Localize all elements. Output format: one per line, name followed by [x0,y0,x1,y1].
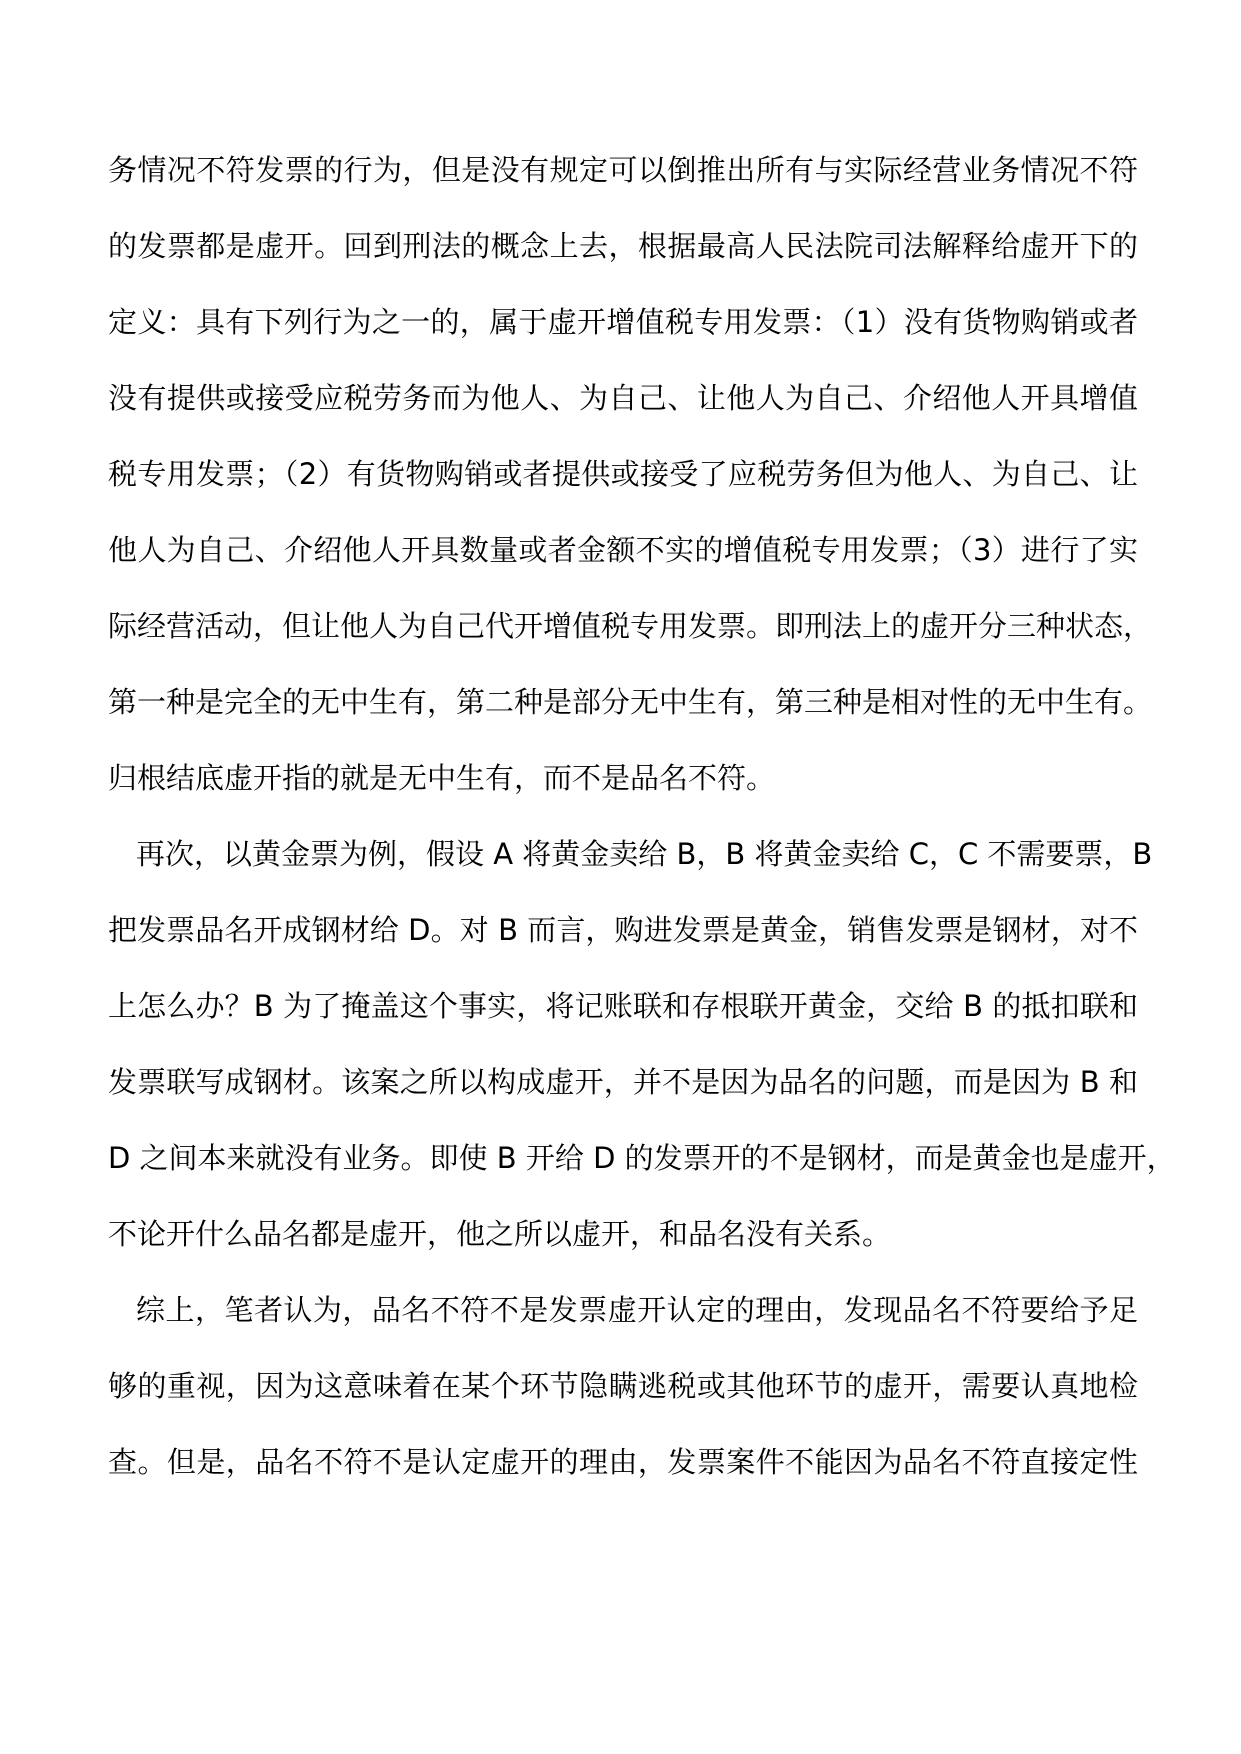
paragraph-line: 他人为自己、介绍他人开具数量或者金额不实的增值税专用发票；（3）进行了实 [108,533,1138,567]
paragraph-line: 不论开什么品名都是虚开，他之所以虚开，和品名没有关系。 [108,1217,892,1251]
paragraph-line: 的发票都是虚开。回到刑法的概念上去，根据最高人民法院司法解释给虚开下的 [108,229,1138,263]
paragraph-line: D 之间本来就没有业务。即使 B 开给 D 的发票开的不是钢材，而是黄金也是虚开， [108,1141,1176,1175]
paragraph-line: 没有提供或接受应税劳务而为他人、为自己、让他人为自己、介绍他人开具增值 [108,381,1138,415]
paragraph-line: 第一种是完全的无中生有，第二种是部分无中生有，第三种是相对性的无中生有。 [108,685,1153,719]
paragraph-line: 综上，笔者认为，品名不符不是发票虚开认定的理由，发现品名不符要给予足 [136,1293,1138,1327]
paragraph-line: 把发票品名开成钢材给 D。对 B 而言，购进发票是黄金，销售发票是钢材，对不 [108,913,1138,947]
paragraph-line: 再次，以黄金票为例，假设 A 将黄金卖给 B，B 将黄金卖给 C，C 不需要票，B [136,837,1153,871]
paragraph-line: 税专用发票；（2）有货物购销或者提供或接受了应税劳务但为他人、为自己、让 [108,457,1138,491]
paragraph-line: 查。但是，品名不符不是认定虚开的理由，发票案件不能因为品名不符直接定性 [108,1445,1138,1479]
paragraph-line: 上怎么办？B 为了掩盖这个事实，将记账联和存根联开黄金，交给 B 的抵扣联和 [108,989,1138,1023]
paragraph-line: 归根结底虚开指的就是无中生有，而不是品名不符。 [108,761,776,795]
paragraph-line: 务情况不符发票的行为，但是没有规定可以倒推出所有与实际经营业务情况不符 [108,153,1138,187]
paragraph-line: 够的重视，因为这意味着在某个环节隐瞒逃税或其他环节的虚开，需要认真地检 [108,1369,1138,1403]
paragraph-line: 定义：具有下列行为之一的，属于虚开增值税专用发票：（1）没有货物购销或者 [108,305,1138,339]
paragraph-line: 际经营活动，但让他人为自己代开增值税专用发票。即刑法上的虚开分三种状态， [108,609,1153,643]
paragraph-line: 发票联写成钢材。该案之所以构成虚开，并不是因为品名的问题，而是因为 B 和 [108,1065,1138,1099]
